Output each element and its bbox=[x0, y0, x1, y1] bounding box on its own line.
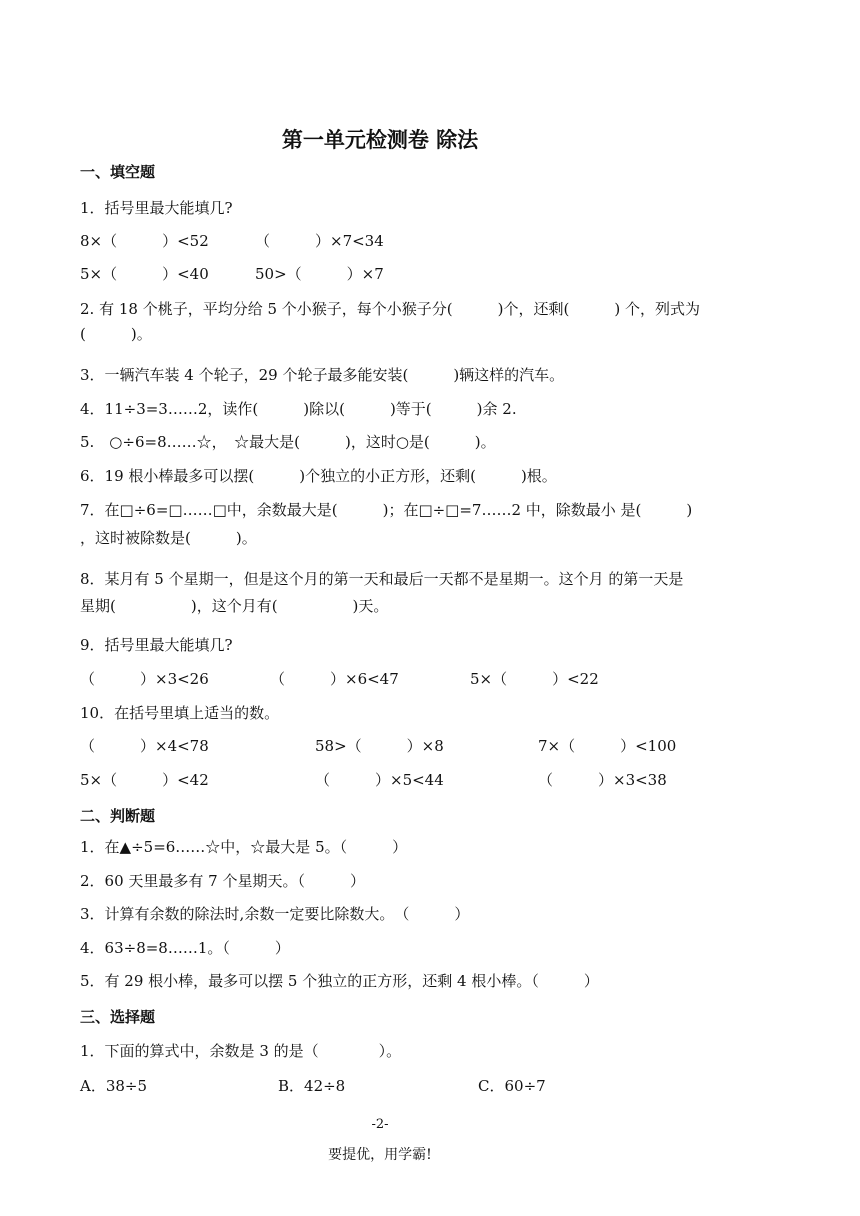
choice-stem: 1．下面的算式中，余数是 3 的是（ ）。 bbox=[80, 1042, 402, 1060]
judge-1: 1．在▲÷5=6……☆中，☆最大是 5。（ ） bbox=[80, 838, 408, 856]
q7-line1: 7．在□÷6=□……□中，余数最大是( )；在□÷□=7……2 中，除数最小 是( ) bbox=[80, 501, 693, 519]
q9-stem: 9．括号里最大能填几? bbox=[80, 636, 233, 654]
q2-line1: 2. 有 18 个桃子，平均分给 5 个小猴子，每个小猴子分( )个，还剩( ) 个，列式为 bbox=[80, 300, 700, 318]
choice-option-a: A．38÷5 bbox=[80, 1077, 148, 1095]
section-choice: 三、选择题 bbox=[80, 1008, 156, 1026]
q1-a: 8×（ ）<52 bbox=[80, 232, 209, 250]
judge-4: 4．63÷8=8……1。（ ） bbox=[80, 939, 290, 957]
page-number: -2- bbox=[371, 1117, 389, 1132]
q9-a: （ ）×3<26 bbox=[80, 670, 209, 688]
section-judge: 二、判断题 bbox=[80, 807, 156, 825]
q1-c: 5×（ ）<40 bbox=[80, 265, 209, 283]
q8-line1: 8．某月有 5 个星期一，但是这个月的第一天和最后一天都不是星期一。这个月 的第一天是 bbox=[80, 570, 684, 588]
q10-d: 5×（ ）<42 bbox=[80, 771, 209, 789]
q10-b: 58>（ ）×8 bbox=[315, 737, 444, 755]
q3: 3．一辆汽车装 4 个轮子，29 个轮子最多能安装( )辆这样的汽车。 bbox=[80, 366, 565, 384]
section-fill-in: 一、填空题 bbox=[80, 163, 156, 181]
choice-option-b: B．42÷8 bbox=[278, 1077, 346, 1095]
q8-line2: 星期( )，这个月有( )天。 bbox=[80, 597, 389, 615]
footer-slogan: 要提优，用学霸! bbox=[328, 1147, 432, 1163]
q6: 6．19 根小棒最多可以摆( )个独立的小正方形，还剩( )根。 bbox=[80, 467, 557, 485]
q10-stem: 10．在括号里填上适当的数。 bbox=[80, 704, 280, 722]
q1-b: （ ）×7<34 bbox=[255, 232, 384, 250]
q9-c: 5×（ ）<22 bbox=[470, 670, 599, 688]
choice-option-c: C．60÷7 bbox=[478, 1077, 546, 1095]
q4: 4．11÷3=3……2，读作( )除以( )等于( )余 2. bbox=[80, 400, 517, 418]
q2-line2: ( )。 bbox=[80, 325, 152, 343]
q7-line2: ，这时被除数是( )。 bbox=[80, 529, 257, 547]
judge-2: 2．60 天里最多有 7 个星期天。（ ） bbox=[80, 872, 365, 890]
q10-a: （ ）×4<78 bbox=[80, 737, 209, 755]
q9-b: （ ）×6<47 bbox=[270, 670, 399, 688]
q1-stem: 1．括号里最大能填几? bbox=[80, 199, 233, 217]
q10-c: 7×（ ）<100 bbox=[538, 737, 677, 755]
q10-f: （ ）×3<38 bbox=[538, 771, 667, 789]
judge-5: 5．有 29 根小棒，最多可以摆 5 个独立的正方形，还剩 4 根小棒。（ ） bbox=[80, 972, 599, 990]
page-title: 第一单元检测卷 除法 bbox=[281, 128, 479, 152]
q5: 5. ○÷6=8……☆， ☆最大是( )，这时○是( )。 bbox=[80, 433, 496, 451]
q10-e: （ ）×5<44 bbox=[315, 771, 444, 789]
judge-3: 3．计算有余数的除法时,余数一定要比除数大。 （ ） bbox=[80, 905, 470, 923]
q1-d: 50>（ ）×7 bbox=[255, 265, 384, 283]
